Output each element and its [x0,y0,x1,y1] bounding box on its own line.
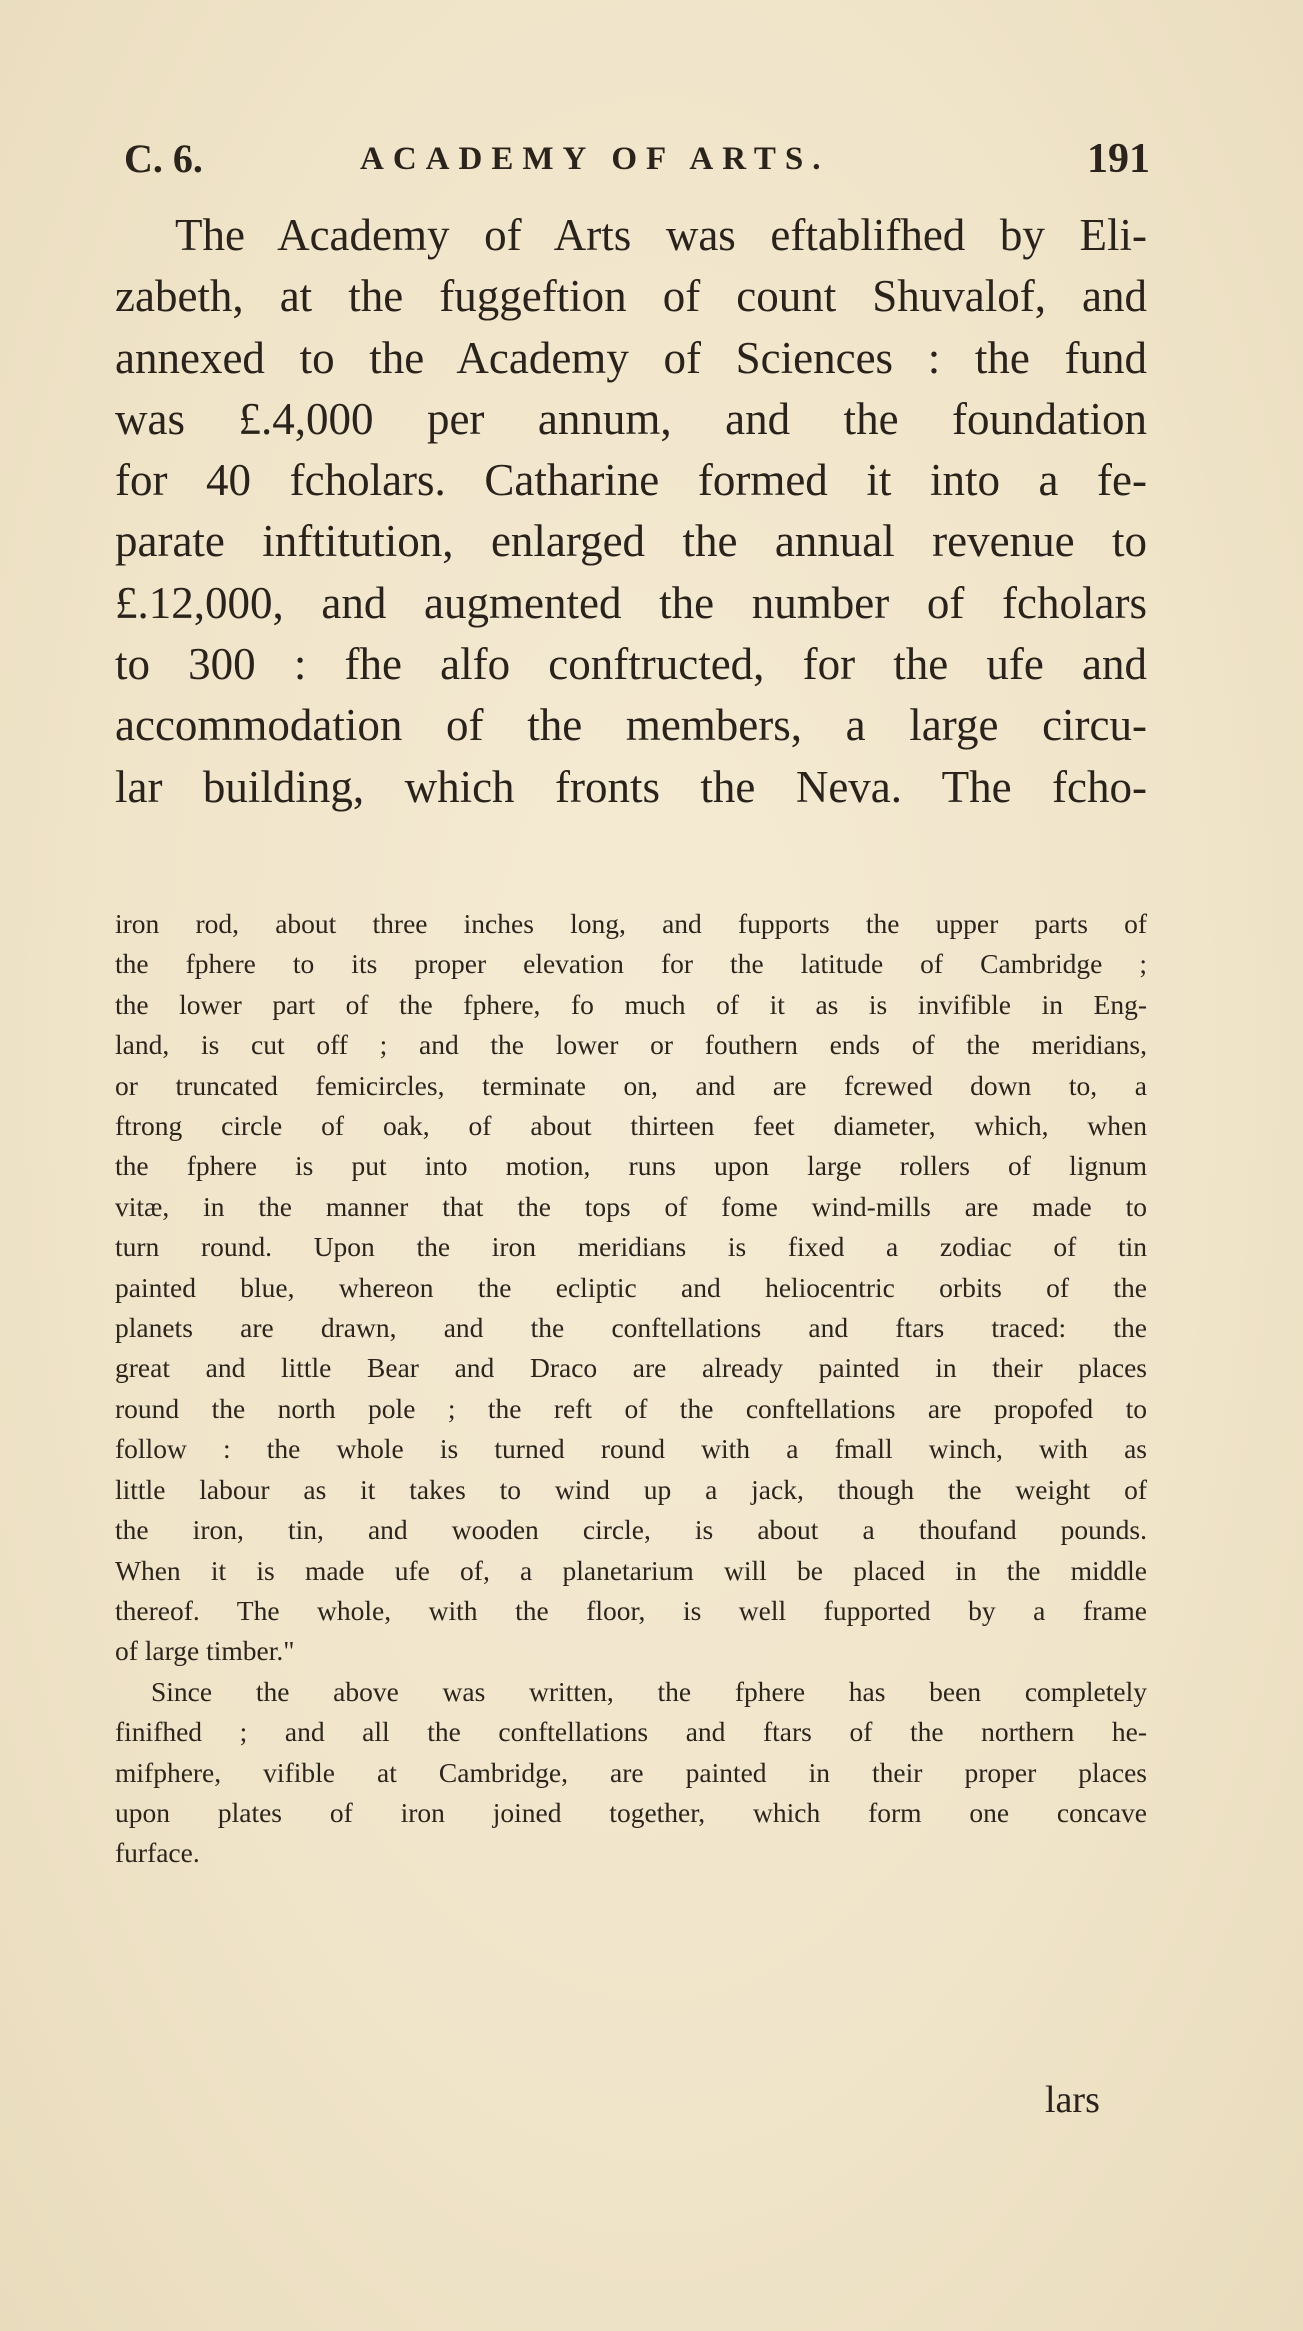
page-header [120,135,1150,185]
running-title: ACADEMY OF ARTS. [360,141,830,177]
main-text-line: to 300 : fhe alfo conftructed, for the ufe and [115,639,1147,690]
catchword: lars [1045,2079,1100,2121]
main-text-line: annexed to the Academy of Sciences : the fund [115,332,1147,383]
footnote-line: upon plates of iron joined together, which form one concave [115,1796,1147,1828]
main-text-line: The Academy of Arts was eftablifhed by Eli- [175,210,1147,260]
footnote-line: mifphere, vifible at Cambridge, are painted in their proper places [115,1756,1147,1788]
footnote [115,904,1147,1874]
footnote-line: iron rod, about three inches long, and fupports the upper parts of [115,908,1147,939]
footnote-line: Since the above was written, the fphere has been completely [151,1675,1147,1707]
footnote-line: little labour as it takes to wind up a jack, though the weight of [115,1473,1147,1505]
main-text-line: parate inftitution, enlarged the annual revenue to [115,516,1147,567]
footnote-line: thereof. The whole, with the floor, is well fupported by a frame [115,1594,1147,1626]
footnote-line: vitæ, in the manner that the tops of fome wind-mills are made to [115,1190,1147,1222]
main-text [115,205,1147,818]
footnote-line: follow : the whole is turned round with a fmall winch, with as [115,1433,1147,1465]
main-text-line: for 40 fcholars. Catharine formed it into a fe- [115,455,1147,506]
footnote-line: the iron, tin, and wooden circle, is about a thoufand pounds. [115,1514,1147,1546]
chapter-number: C. 6. [124,136,203,181]
main-text-line: lar building, which fronts the Neva. The fcho- [115,761,1147,812]
footnote-line: painted blue, whereon the ecliptic and heliocentric orbits of the [115,1271,1147,1303]
footnote-line: land, is cut off ; and the lower or fouthern ends of the meridians, [115,1029,1147,1061]
footnote-line: or truncated femicircles, terminate on, and are fcrewed down to, a [115,1069,1147,1101]
footnote-line: the lower part of the fphere, fo much of it as is invifible in Eng- [115,988,1147,1020]
footnote-line: great and little Bear and Draco are already painted in their places [115,1352,1147,1384]
main-text-line: zabeth, at the fuggeftion of count Shuvalof, and [115,271,1147,322]
main-text-line: £.12,000, and augmented the number of fcholars [115,577,1147,628]
footnote-line: planets are drawn, and the conftellations and ftars traced: the [115,1312,1147,1344]
footnote-line: furface. [115,1837,200,1869]
footnote-line: turn round. Upon the iron meridians is fixed a zodiac of tin [115,1231,1147,1263]
main-text-line: accommodation of the members, a large circu- [115,700,1147,751]
footnote-line: the fphere is put into motion, runs upon large rollers of lignum [115,1150,1147,1182]
footnote-line: of large timber." [115,1635,295,1667]
main-text-line: was £.4,000 per annum, and the foundation [115,393,1147,444]
page-number: 191 [1087,136,1150,182]
footnote-line: finifhed ; and all the conftellations and ftars of the northern he- [115,1716,1147,1748]
footnote-line: ftrong circle of oak, of about thirteen feet diameter, which, when [115,1110,1147,1142]
footnote-line: When it is made ufe of, a planetarium will be placed in the middle [115,1554,1147,1586]
footnote-line: round the north pole ; the reft of the conftellations are propofed to [115,1392,1147,1424]
footnote-line: the fphere to its proper elevation for the latitude of Cambridge ; [115,948,1147,980]
